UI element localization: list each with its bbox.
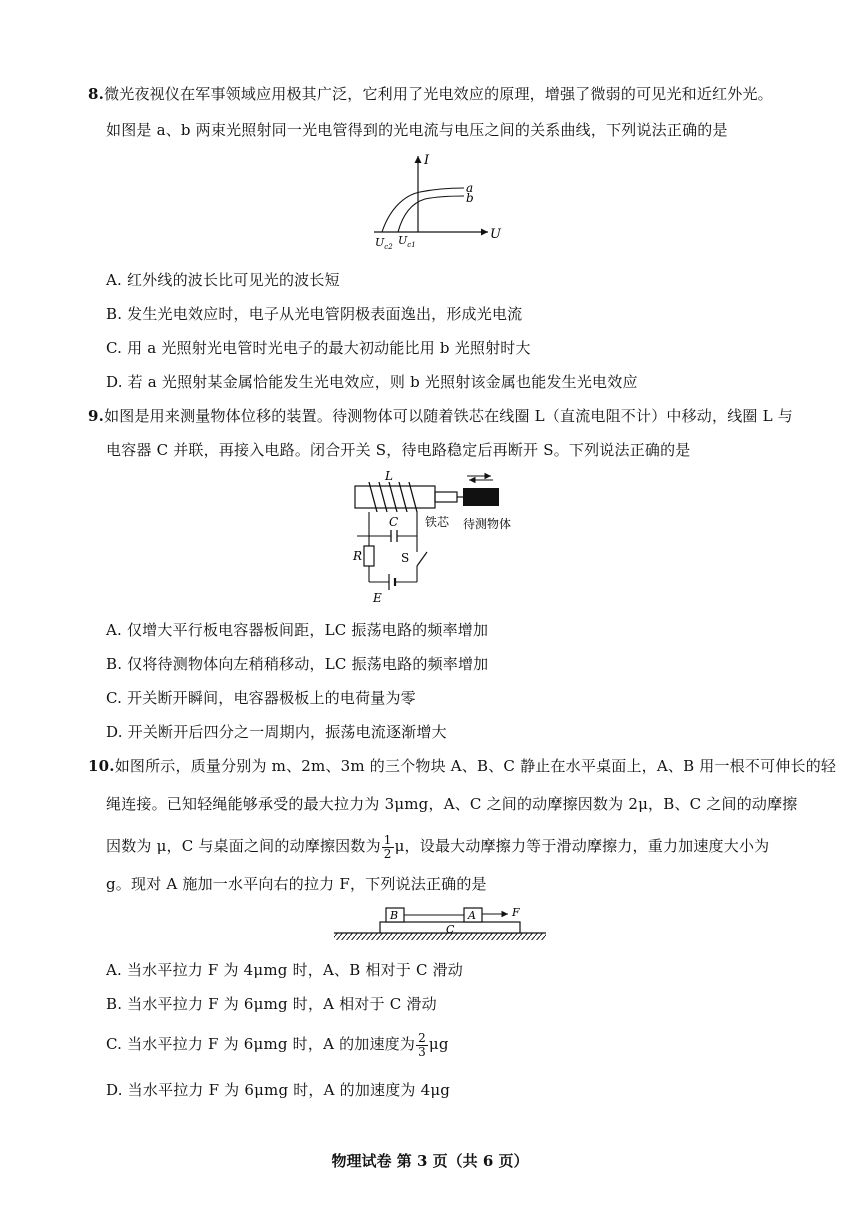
q10-label-F: F [512, 906, 520, 919]
q10-label-B: B [390, 909, 399, 922]
q9-label-object: 待测物体 [463, 517, 512, 531]
q8-stem-line1: 8.微光夜视仪在军事领域应用极其广泛，它利用了光电效应的原理，增强了微弱的可见光和近红外光。 [88, 85, 773, 103]
q9-resistor [364, 546, 374, 566]
q9-label-R: R [353, 549, 363, 563]
q9-option-a: A. 仅增大平行板电容器板间距，LC 振荡电路的频率增加 [106, 621, 489, 639]
q9-option-d: D. 开关断开后四分之一周期内，振荡电流逐渐增大 [106, 723, 447, 741]
q10-stem-line2: 绳连接。已知轻绳能够承受的最大拉力为 3μmg，A、C 之间的动摩擦因数为 2μ，B、C 之间的动摩擦 [106, 795, 798, 813]
q9-label-E: E [373, 591, 382, 605]
q9-stem-line1: 9.如图是用来测量物体位移的装置。待测物体可以随着铁芯在线圈 L（直流电阻不计）中移动，线圈 L 与 [88, 407, 793, 425]
q8-iu-graph [360, 150, 520, 250]
q10-label-A: A [468, 909, 476, 922]
q8-curve-a [382, 188, 464, 232]
q10-fraction-two-thirds: $\frac{2}{3}$ [418, 1030, 426, 1059]
q8-tick-uc1: $U_{c1}$ [398, 234, 416, 249]
q8-option-d: D. 若 a 光照射某金属恰能发生光电效应，则 b 光照射该金属也能发生光电效应 [106, 373, 638, 391]
q8-curve-b-label: b [466, 191, 474, 205]
q9-stem-line2: 电容器 C 并联，再接入电路。闭合开关 S，待电路稳定后再断开 S。下列说法正确的是 [106, 441, 691, 459]
q10-stem-line3: 因数为 μ，C 与桌面之间的动摩擦因数为 $\frac{1}{2}$ μ，设最大动摩擦力等于滑动摩擦力，重力加速度大小为 [106, 832, 770, 861]
q10-stem-line4: g。现对 A 施加一水平向右的拉力 F，下列说法正确的是 [106, 875, 487, 893]
page-footer: 物理试卷 第 3 页（共 6 页） [331, 1152, 529, 1170]
q9-label-core: 铁芯 [425, 515, 450, 529]
q8-tick-uc2: $U_{c2}$ [375, 236, 393, 250]
q9-option-c: C. 开关断开瞬间，电容器极板上的电荷量为零 [106, 689, 416, 707]
q10-option-d: D. 当水平拉力 F 为 6μmg 时，A 的加速度为 4μg [106, 1081, 451, 1099]
q8-option-b: B. 发生光电效应时，电子从光电管阴极表面逸出，形成光电流 [106, 305, 523, 323]
q9-object-block [463, 488, 499, 506]
q9-label-C: C [389, 515, 399, 529]
q8-x-label: U [490, 227, 501, 242]
q10-fraction-half: $\frac{1}{2}$ [383, 832, 392, 861]
q9-label-L: L [385, 470, 393, 483]
q9-option-b: B. 仅将待测物体向左稍稍移动，LC 振荡电路的频率增加 [106, 655, 489, 673]
q8-curve-a-label: a [466, 181, 474, 195]
q10-blocks-diagram [330, 900, 550, 944]
q10-option-b: B. 当水平拉力 F 为 6μmg 时，A 相对于 C 滑动 [106, 995, 437, 1013]
q8-curve-b [398, 196, 464, 232]
q10-label-C: C [446, 923, 455, 936]
q10-table-hatch [334, 933, 546, 940]
q8-number: 8. [88, 85, 105, 103]
q8-option-c: C. 用 a 光照射光电管时光电子的最大初动能比用 b 光照射时大 [106, 339, 531, 357]
q8-option-a: A. 红外线的波长比可见光的波长短 [106, 271, 340, 289]
q10-stem-line1: 10.如图所示，质量分别为 m、2m、3m 的三个物块 A、B、C 静止在水平桌面上，A、B 用一根不可伸长的轻 [88, 757, 837, 775]
q8-stem-line2: 如图是 a、b 两束光照射同一光电管得到的光电流与电压之间的关系曲线，下列说法正确的是 [106, 121, 728, 139]
q10-number: 10. [88, 757, 115, 775]
q9-iron-core [435, 492, 457, 502]
q10-option-c: C. 当水平拉力 F 为 6μmg 时，A 的加速度为 $\frac{2}{3}$ μg [106, 1030, 449, 1059]
q9-label-S: S [401, 551, 410, 565]
q8-y-label: I [424, 153, 430, 168]
q9-number: 9. [88, 407, 105, 425]
q10-option-a: A. 当水平拉力 F 为 4μmg 时，A、B 相对于 C 滑动 [106, 961, 464, 979]
q9-circuit-diagram [345, 470, 545, 610]
q9-switch [417, 552, 427, 566]
